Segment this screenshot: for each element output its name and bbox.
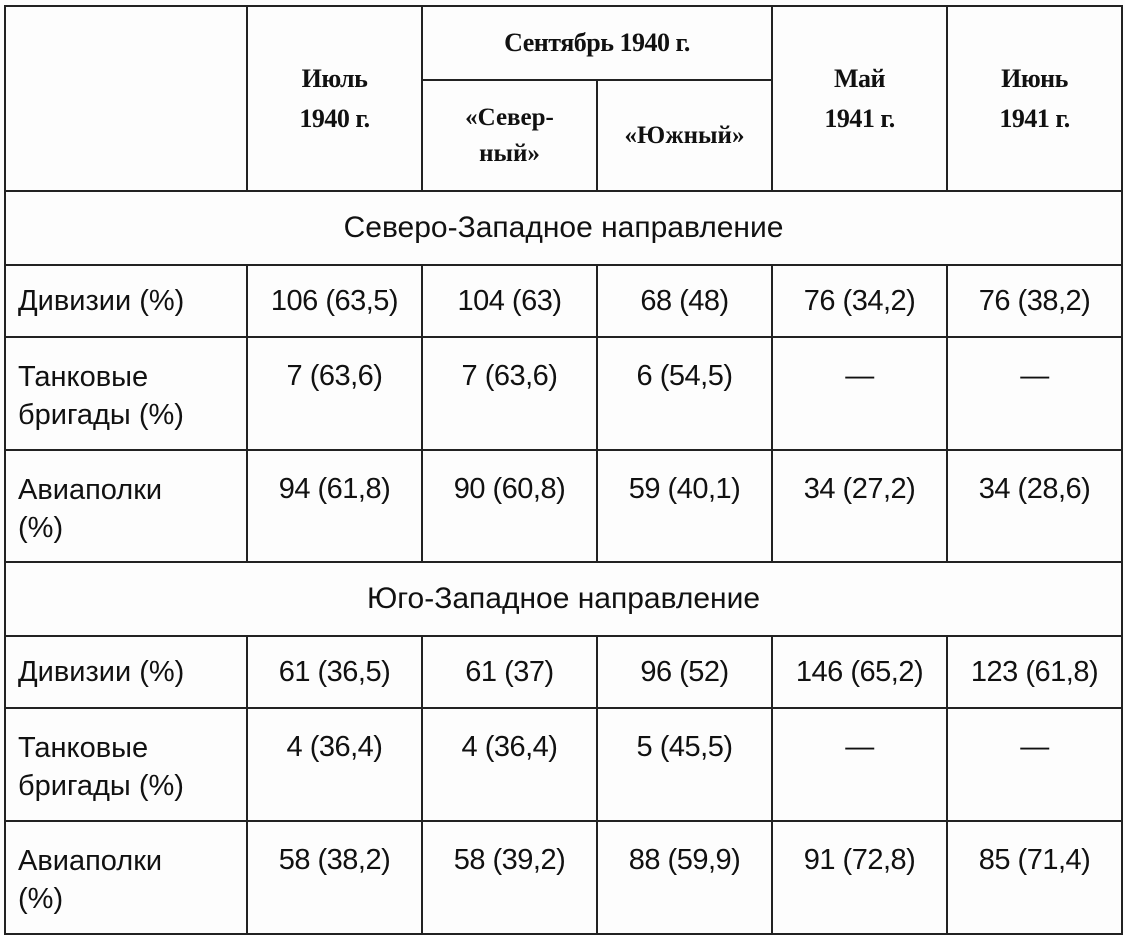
row-label: Дивизии (%) [5, 265, 247, 337]
header-july-1940: Июль 1940 г. [247, 6, 422, 191]
section-row [5, 191, 1122, 265]
table-cell: 94 (61,8) [247, 450, 422, 562]
table-row [5, 708, 1122, 821]
header-corner-cell [5, 6, 247, 191]
table-cell: 4 (36,4) [247, 708, 422, 821]
row-label: Танковые бригады (%) [5, 337, 247, 450]
table-cell: 68 (48) [597, 265, 772, 337]
row-label: Дивизии (%) [5, 636, 247, 708]
row-label: Авиаполки (%) [5, 821, 247, 934]
table-cell: 106 (63,5) [247, 265, 422, 337]
table-cell: 76 (34,2) [772, 265, 947, 337]
table-cell: — [772, 708, 947, 821]
table-cell: 6 (54,5) [597, 337, 772, 450]
header-september-1940: Сентябрь 1940 г. [422, 6, 772, 80]
table-cell: 4 (36,4) [422, 708, 597, 821]
table-cell: 123 (61,8) [947, 636, 1122, 708]
table-cell: 91 (72,8) [772, 821, 947, 934]
table-row [5, 450, 1122, 562]
section-title-southwest: Юго-Западное направление [5, 562, 1122, 636]
table-cell: — [772, 337, 947, 450]
header-may-1941: Май 1941 г. [772, 6, 947, 191]
table-cell: 90 (60,8) [422, 450, 597, 562]
forces-distribution-table [4, 5, 1123, 935]
table-row [5, 337, 1122, 450]
header-sept-south: «Южный» [597, 80, 772, 191]
header-row-top [5, 6, 1122, 80]
table-cell: 5 (45,5) [597, 708, 772, 821]
table-cell: 7 (63,6) [247, 337, 422, 450]
table-cell: 104 (63) [422, 265, 597, 337]
table-cell: — [947, 337, 1122, 450]
table-cell: 146 (65,2) [772, 636, 947, 708]
row-label: Авиаполки (%) [5, 450, 247, 562]
table-cell: 96 (52) [597, 636, 772, 708]
header-sept-north: «Север- ный» [422, 80, 597, 191]
table-cell: 76 (38,2) [947, 265, 1122, 337]
row-label: Танковые бригады (%) [5, 708, 247, 821]
table-row [5, 636, 1122, 708]
table-cell: 61 (37) [422, 636, 597, 708]
table-cell: 7 (63,6) [422, 337, 597, 450]
table-cell: 88 (59,9) [597, 821, 772, 934]
table-row [5, 821, 1122, 934]
table-cell: — [947, 708, 1122, 821]
table-cell: 34 (27,2) [772, 450, 947, 562]
table-cell: 85 (71,4) [947, 821, 1122, 934]
header-june-1941: Июнь 1941 г. [947, 6, 1122, 191]
table-cell: 58 (39,2) [422, 821, 597, 934]
table-cell: 59 (40,1) [597, 450, 772, 562]
table-cell: 58 (38,2) [247, 821, 422, 934]
section-row [5, 562, 1122, 636]
section-title-northwest: Северо-Западное направление [5, 191, 1122, 265]
table-cell: 61 (36,5) [247, 636, 422, 708]
table-cell: 34 (28,6) [947, 450, 1122, 562]
table-row [5, 265, 1122, 337]
